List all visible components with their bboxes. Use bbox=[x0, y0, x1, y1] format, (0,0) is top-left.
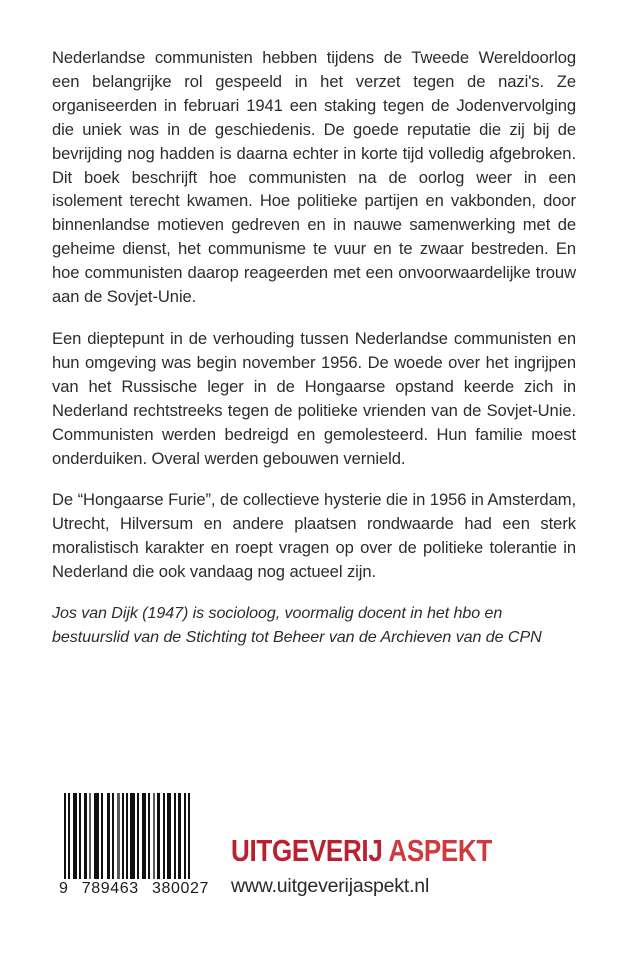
barcode-digit-left: 9 bbox=[59, 880, 69, 897]
blurb-paragraph-3: De “Hongaarse Furie”, de collectieve hysterie die in 1956 in Amsterdam, Utrecht, Hilversum en andere plaatsen rondwaarde had een sterk moralistisch karakter en roept vragen op over de politieke tolerantie in Nederland die ook vandaag nog actueel zijn. bbox=[52, 490, 576, 582]
barcode-digits-right: 380027 bbox=[152, 880, 209, 897]
blurb-paragraph-2: Een dieptepunt in de verhouding tussen Nederlandse communisten en hun omgeving was begin november 1956. De woede over het ingrijpen van het Russische leger in de Hongaarse opstand keerde zich in Nederland rechtstreeks tegen de politieke vrienden van de Sovjet-Unie. Communisten werden bedreigd en gemolesteerd. Hun familie moest onderduiken. Overal werden gebouwen vernield. bbox=[52, 328, 576, 468]
author-bio: Jos van Dijk (1947) is socioloog, voormalig docent in het hbo en bestuurslid van de Stichting tot Beheer van de Archieven van de CPN bbox=[52, 604, 542, 646]
publisher-block bbox=[231, 835, 561, 897]
publisher-logo-part1: UITGEVERIJ bbox=[231, 833, 383, 868]
cover-footer bbox=[0, 780, 626, 930]
publisher-logo-part2: ASPEKT bbox=[388, 833, 492, 868]
isbn-barcode-block bbox=[58, 793, 210, 898]
barcode-digits-middle: 789463 bbox=[81, 880, 139, 897]
ean13-barcode-icon bbox=[64, 793, 210, 879]
publisher-website: www.uitgeverijaspekt.nl bbox=[231, 875, 430, 897]
blurb-paragraph-1: Nederlandse communisten hebben tijdens de Tweede Wereldoorlog een belangrijke rol gespeeld in het verzet tegen de nazi's. Ze organiseerden in februari 1941 een staking tegen de Jodenvervolging die uniek was in de geschiedenis. De goede reputatie die zij bij de bevrijding nog hadden is daarna echter in korte tijd volledig afgebroken. Dit boek beschrijft hoe communisten na de oorlog weer in een isolement terecht kwamen. Hoe politieke partijen en vakbonden, door binnenlandse motieven gedreven en in nauwe samenwerking met de geheime dienst, het communisme te vuur en te zwaar bestreden. En hoe communisten daarop reageerden met een onvoorwaardelijke trouw aan de Sovjet-Unie. bbox=[52, 48, 576, 307]
publisher-logo bbox=[231, 835, 508, 867]
barcode-digits bbox=[58, 880, 210, 898]
blurb-text-block bbox=[52, 46, 576, 649]
